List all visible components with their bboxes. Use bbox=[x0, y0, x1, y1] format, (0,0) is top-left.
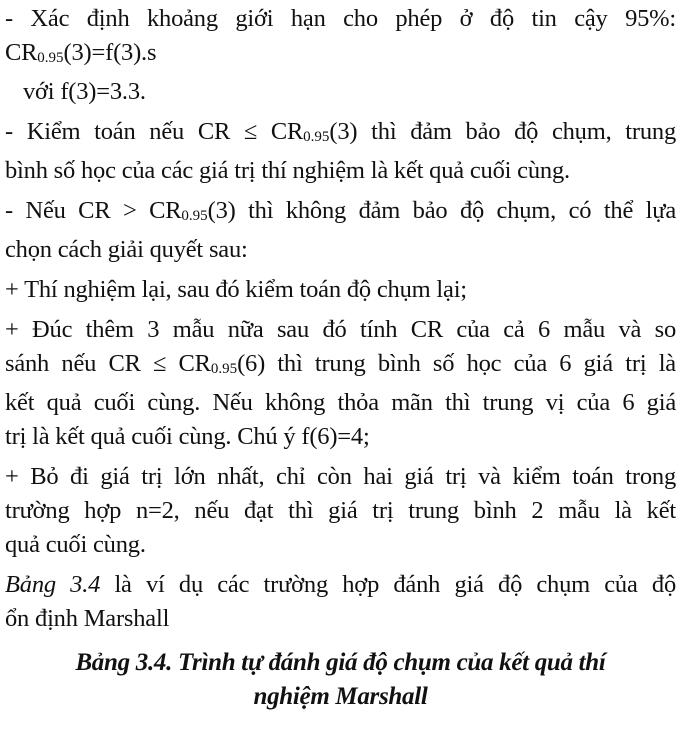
paragraph-confidence-limit bbox=[5, 2, 676, 36]
text-part: - Kiểm toán nếu CR ≤ CR bbox=[5, 118, 304, 145]
paragraph-check bbox=[5, 115, 676, 154]
option-six-samples-line4: trị là kết quả cuối cùng. Chú ý f(6)=4; bbox=[5, 423, 370, 450]
paragraph-fail bbox=[5, 194, 676, 233]
option-six-samples-line3: kết quả cuối cùng. Nếu không thỏa mãn thì trung vị của 6 giá bbox=[5, 389, 676, 416]
subscript: 0.95 bbox=[303, 129, 330, 145]
text-part: (3) thì đảm bảo độ chụm, trung bbox=[329, 118, 676, 145]
text-part: là ví dụ các trường hợp đánh giá độ chụm của độ bbox=[100, 571, 676, 598]
formula-cr-3 bbox=[5, 36, 676, 75]
subscript: 0.95 bbox=[210, 361, 238, 377]
text-line: - Xác định khoảng giới hạn cho phép ở độ tin cậy 95%: bbox=[5, 5, 676, 32]
option-drop-max-line1: + Bỏ đi giá trị lớn nhất, chỉ còn hai giá trị và kiểm toán trong bbox=[5, 463, 676, 490]
table-reference-line2: ổn định Marshall bbox=[5, 605, 170, 632]
text-part: sánh nếu CR ≤ CR bbox=[5, 350, 211, 377]
subscript: 0.95 bbox=[181, 208, 208, 224]
option-drop-max-line2: trường hợp n=2, nếu đạt thì giá trị trung bình 2 mẫu là kết bbox=[5, 497, 676, 524]
formula-subscript: 0.95 bbox=[37, 50, 64, 66]
table-reference-line1 bbox=[5, 568, 676, 602]
option-retest: + Thí nghiệm lại, sau đó kiểm toán độ chụm lại; bbox=[5, 276, 467, 303]
formula-suffix: (3)=f(3).s bbox=[63, 39, 157, 66]
text-part: - Nếu CR > CR bbox=[5, 197, 182, 224]
formula-prefix: CR bbox=[5, 39, 38, 66]
table-caption bbox=[5, 646, 676, 714]
document-page bbox=[0, 2, 680, 749]
caption-line: Bảng 3.4. Trình tự đánh giá độ chụm của kết quả thí bbox=[75, 649, 606, 676]
text-line: chọn cách giải quyết sau: bbox=[5, 236, 248, 263]
text-line: bình số học của các giá trị thí nghiệm là kết quả cuối cùng. bbox=[5, 157, 570, 184]
table-reference-link: Bảng 3.4 bbox=[5, 571, 101, 598]
caption-line: nghiệm Marshall bbox=[253, 683, 428, 710]
option-six-samples-line2 bbox=[5, 347, 676, 386]
text-part: (6) thì trung bình số học của 6 giá trị là bbox=[237, 350, 676, 377]
option-drop-max-line3: quả cuối cùng. bbox=[5, 531, 146, 558]
text-part: (3) thì không đảm bảo độ chụm, có thể lựa bbox=[207, 197, 677, 224]
option-six-samples-line1: + Đúc thêm 3 mẫu nữa sau đó tính CR của cả 6 mẫu và so bbox=[5, 316, 676, 343]
formula-note: với f(3)=3.3. bbox=[23, 78, 146, 105]
